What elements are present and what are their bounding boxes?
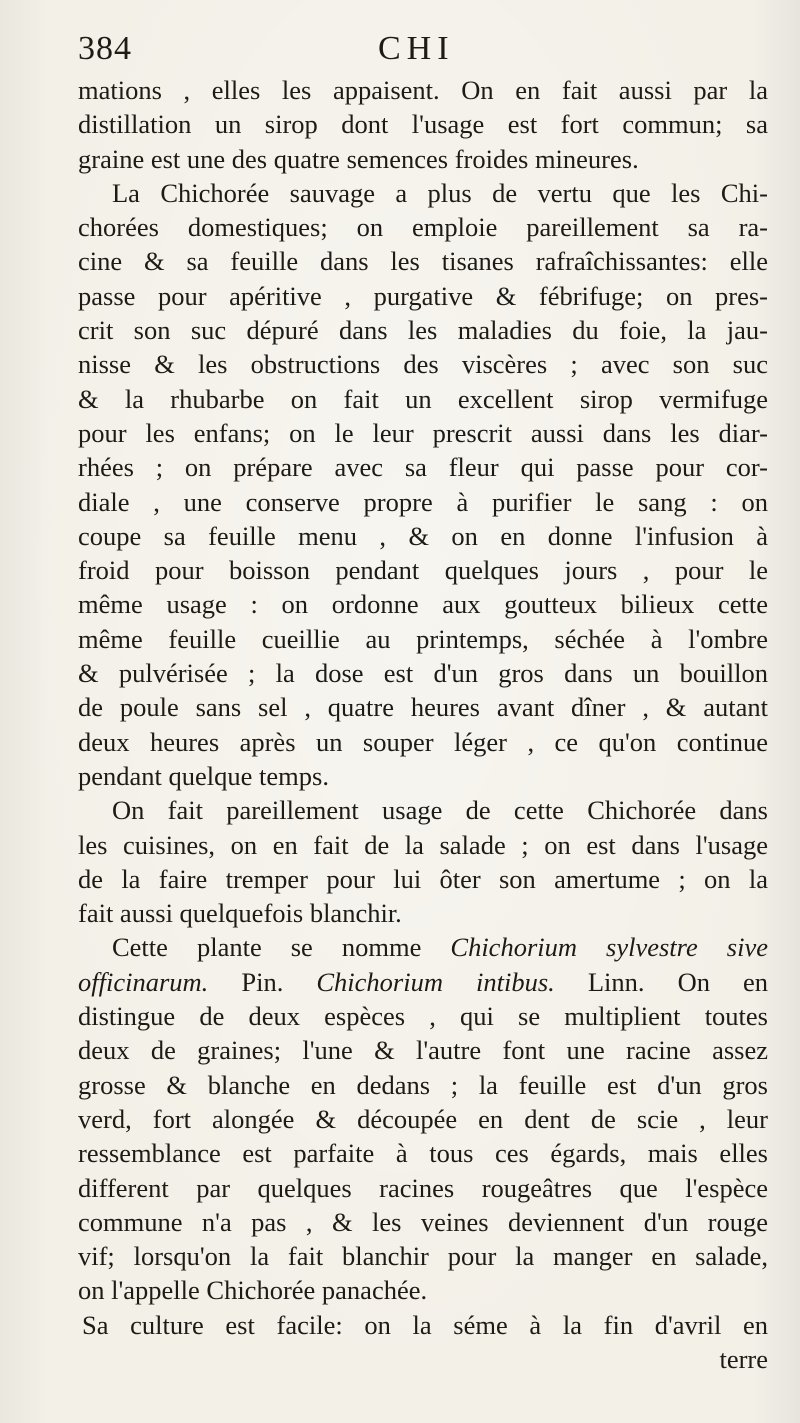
catchword: terre <box>719 1343 768 1374</box>
text-line: crit son suc dépuré dans les maladies du foie, la jau- <box>78 315 768 346</box>
text-line: deux de graines; l'une & l'autre font une racine assez <box>78 1035 768 1066</box>
catchword-line <box>78 1342 768 1376</box>
text-line: mations , elles les appaisent. On en fait aussi par la <box>78 75 768 105</box>
text-line: passe pour apéritive , purgative & fébrifuge; on pres- <box>78 280 768 311</box>
text-line: distingue de deux espèces , qui se multiplient toutes <box>78 1001 768 1032</box>
text-line: de poule sans sel , quatre heures avant dîner , & autant <box>78 692 768 723</box>
text-segment: Cette plante se nomme <box>112 932 422 963</box>
text-line: chorées domestiques; on emploie pareillement sa ra- <box>78 212 768 243</box>
text-line: fait aussi quelquefois blanchir. <box>78 898 402 929</box>
text-line: commune n'a pas , & les veines deviennent d'un rouge <box>78 1206 768 1237</box>
text-line: graine est une des quatre semences froides mineures. <box>78 143 639 174</box>
text-line: pour les enfans; on le leur prescrit aussi dans les diar- <box>78 417 768 448</box>
text-line: On fait pareillement usage de cette Chichorée dans <box>112 795 768 826</box>
text-line: nisse & les obstructions des viscères ; avec son suc <box>78 349 768 380</box>
text-line: ressemblance est parfaite à tous ces égards, mais elles <box>78 1138 768 1169</box>
text-line: diale , une conserve propre à purifier le sang : on <box>78 486 768 517</box>
text-line: pendant quelque temps. <box>78 760 329 791</box>
author-abbrev: Pin. <box>241 966 284 997</box>
text-line: rhées ; on prépare avec sa fleur qui passe pour cor- <box>78 452 768 483</box>
latin-name: Chichorium intibus. <box>316 966 555 997</box>
text-line: cine & sa feuille dans les tisanes rafraîchissantes: elle <box>78 246 768 277</box>
text-line: grosse & blanche en dedans ; la feuille est d'un gros <box>78 1069 768 1100</box>
text-line: Sa culture est facile: on la séme à la fin d'avril en <box>82 1309 768 1340</box>
text-line: coupe sa feuille menu , & on en donne l'infusion à <box>78 520 768 551</box>
text-line: & la rhubarbe on fait un excellent sirop vermifuge <box>78 383 768 414</box>
text-line: La Chichorée sauvage a plus de vertu que les Chi- <box>112 177 768 208</box>
latin-name: Chichorium sylvestre sive <box>450 932 768 963</box>
text-line: même usage : on ordonne aux goutteux bilieux cette <box>78 589 768 620</box>
text-line: deux heures après un souper léger , ce qu'on continue <box>78 726 768 757</box>
text-line: & pulvérisée ; la dose est d'un gros dans un bouillon <box>78 658 768 689</box>
text-segment: Linn. On en <box>587 966 769 997</box>
text-line: on l'appelle Chichorée panachée. <box>78 1275 428 1306</box>
text-line: verd, fort alongée & découpée en dent de scie , leur <box>78 1103 768 1134</box>
text-line: même feuille cueillie au printemps, séchée à l'ombre <box>78 623 768 654</box>
page-number: 384 <box>78 30 132 67</box>
text-line: different par quelques racines rougeâtres que l'espèce <box>78 1172 768 1203</box>
text-line-mixed <box>78 965 768 999</box>
page-header <box>78 22 768 72</box>
body-text <box>78 73 768 1376</box>
latin-name: officinarum. <box>78 966 209 997</box>
text-line-mixed <box>78 930 768 964</box>
text-line: froid pour boisson pendant quelques jours , pour le <box>78 555 768 586</box>
running-head: CHI <box>378 30 455 67</box>
text-line: distillation un sirop dont l'usage est fort commun; sa <box>78 109 768 140</box>
text-line: les cuisines, on en fait de la salade ; on est dans l'usage <box>78 829 768 860</box>
text-line: vif; lorsqu'on la fait blanchir pour la manger en salade, <box>78 1241 768 1272</box>
text-line: de la faire tremper pour lui ôter son amertume ; on la <box>78 863 768 894</box>
